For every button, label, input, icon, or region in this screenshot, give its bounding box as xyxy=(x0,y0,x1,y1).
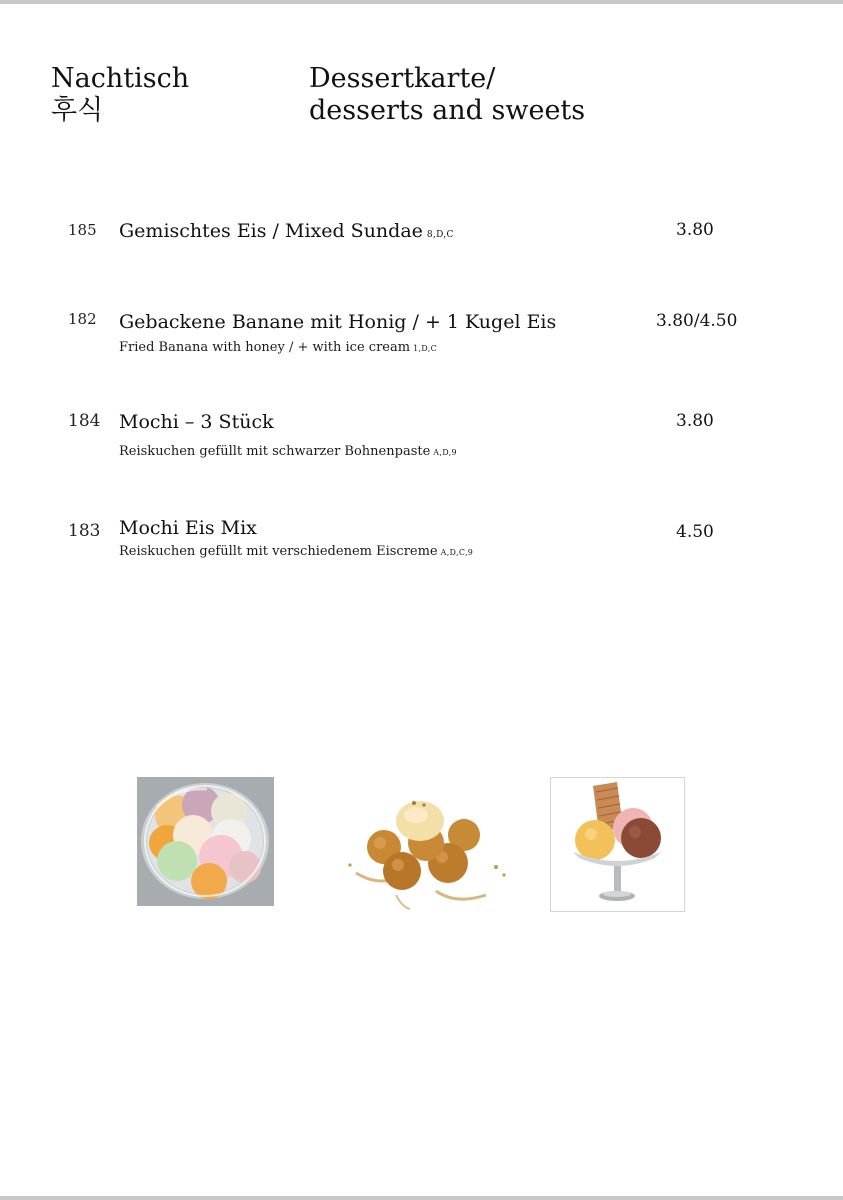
item-description-text: Reiskuchen gefüllt mit schwarzer Bohnenpaste xyxy=(119,444,431,459)
item-allergens: 1,D,C xyxy=(413,344,437,353)
item-description-text: Reiskuchen gefüllt mit verschiedenem Eiscreme xyxy=(119,544,438,559)
item-allergens: 8,D,C xyxy=(426,230,454,240)
item-price: 3.80/4.50 xyxy=(656,311,738,331)
page-top-edge xyxy=(0,0,843,4)
item-name xyxy=(119,218,454,248)
item-price: 3.80 xyxy=(676,411,714,431)
item-name: Gebackene Banane mit Honig / + 1 Kugel Eis xyxy=(119,311,557,333)
item-allergens: A,D,C,9 xyxy=(440,548,474,557)
item-number: 185 xyxy=(68,221,97,239)
item-description xyxy=(119,543,473,562)
item-number: 182 xyxy=(68,310,97,328)
heading-right xyxy=(309,63,585,127)
item-name: Mochi – 3 Stück xyxy=(119,411,274,433)
item-number: 184 xyxy=(68,411,101,431)
heading-left xyxy=(51,63,189,127)
item-number: 183 xyxy=(68,521,101,541)
item-allergens: A,D,9 xyxy=(433,448,457,457)
fried-banana-photo xyxy=(336,795,516,913)
heading-nachtisch: Nachtisch xyxy=(51,63,190,94)
heading-korean: 후식 xyxy=(51,95,104,126)
item-description-text: Fried Banana with honey / + with ice cream xyxy=(119,340,411,355)
item-description xyxy=(119,339,437,358)
ice-cream-sundae-photo xyxy=(550,777,685,912)
item-price: 4.50 xyxy=(676,522,714,542)
item-name: Mochi Eis Mix xyxy=(119,517,257,539)
item-price: 3.80 xyxy=(676,220,714,240)
heading-dessertkarte: Dessertkarte/ xyxy=(309,63,496,94)
mochi-bowl-photo xyxy=(137,777,274,906)
item-name-text: Gemischtes Eis / Mixed Sundae xyxy=(119,220,423,242)
item-description xyxy=(119,443,457,462)
heading-desserts-and-sweets: desserts and sweets xyxy=(309,95,586,126)
page-bottom-edge xyxy=(0,1196,843,1200)
